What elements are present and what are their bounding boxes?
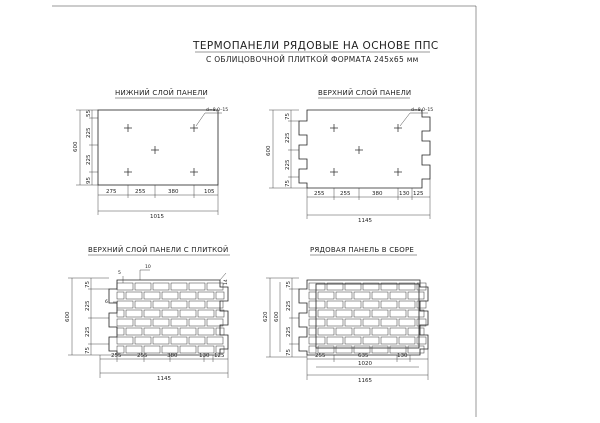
title-line-1: ТЕРМОПАНЕЛИ РЯДОВЫЕ НА ОСНОВЕ ППС [193,40,439,52]
dim-vertical-1: 55 [86,110,92,117]
brick-tile [309,319,325,326]
brick-tile [372,328,388,335]
brick-tile [153,337,169,344]
dim-vertical-total: 600 [73,141,79,152]
brick-tile [381,337,397,344]
dim-vertical-3: 225 [85,326,91,337]
brick-tile [381,301,397,308]
panel-top-with-tile [65,245,230,382]
brick-tile [117,319,133,326]
brick-tile [327,319,343,326]
dim-horizontal-1: 255 [314,191,325,197]
brick-tile [171,283,187,290]
brick-tile [408,328,424,335]
dim-inner-total: 1020 [358,361,372,367]
brick-tile [117,292,124,299]
brick-tile [309,328,316,335]
brick-tile [162,328,178,335]
brick-tile [354,346,370,353]
brick-tile [144,292,160,299]
brick-tile [126,310,142,317]
brick-tile [336,310,352,317]
dim-vertical-total: 600 [266,145,272,156]
brick-tile [126,328,142,335]
dim-total: 1145 [358,218,372,224]
dim-horizontal-5: 125 [413,191,424,197]
dim-horizontal-2: 255 [137,353,148,359]
callout-1: 10 [145,265,151,270]
brick-tile [144,328,160,335]
dim-vertical-4: 75 [85,347,91,354]
brick-tile-grid [309,283,426,353]
brick-tile [390,328,406,335]
panel-heading: РЯДОВАЯ ПАНЕЛЬ В СБОРЕ [310,246,415,254]
brick-tile [153,283,169,290]
brick-tile [327,301,343,308]
dim-vertical-4: 95 [86,177,92,184]
panel-assembled [263,246,428,384]
brick-tile [345,301,361,308]
brick-tile [162,292,178,299]
brick-tile [345,319,361,326]
anchor-point-marks [124,124,198,176]
brick-tile [171,337,187,344]
brick-tile [162,346,178,353]
brick-tile [318,346,334,353]
brick-tile [162,310,178,317]
dim-vertical-2: 225 [286,300,292,311]
dim-horizontal-3: 380 [168,189,179,195]
dim-horizontal-5: 125 [214,353,225,359]
dim-horizontal-4: 130 [199,353,210,359]
brick-tile [336,346,352,353]
brick-tile [309,346,316,353]
dim-horizontal-3: 130 [397,353,408,359]
title-line-2: С ОБЛИЦОВОЧНОЙ ПЛИТКОЙ ФОРМАТА 245х65 мм [206,55,419,64]
dim-horizontal-3: 380 [167,353,178,359]
panel-heading: ВЕРХНИЙ СЛОЙ ПАНЕЛИ [318,89,412,97]
brick-tile [309,292,316,299]
brick-tile [372,310,388,317]
dim-vertical-3: 225 [286,326,292,337]
brick-tile [189,301,205,308]
dim-vertical-2: 225 [86,127,92,138]
panel-top-layer [266,88,433,224]
dim-vertical-1: 75 [286,281,292,288]
dim-horizontal-1: 255 [111,353,122,359]
dim-vertical-total-inner: 600 [274,311,280,322]
brick-tile [198,346,214,353]
brick-tile [117,283,133,290]
dim-total: 1145 [157,376,171,382]
dim-horizontal-2: 255 [135,189,146,195]
brick-tile [318,292,334,299]
dim-horizontal-2: 635 [358,353,369,359]
brick-tile [198,328,214,335]
dim-horizontal-3: 380 [372,191,383,197]
brick-tile [399,301,415,308]
brick-tile [117,328,124,335]
brick-tile [144,310,160,317]
brick-tile [417,337,426,344]
brick-tile [153,301,169,308]
dim-vertical-1: 75 [85,281,91,288]
brick-tile [363,301,379,308]
hole-diameter-note: d=8,0–15 [206,108,229,113]
panel-base-outline [316,284,419,348]
brick-tile-grid [117,283,224,353]
brick-tile [309,301,325,308]
anchor-point-marks [330,124,402,176]
brick-tile [180,328,196,335]
brick-tile [117,346,124,353]
brick-tile [408,346,424,353]
brick-tile [354,328,370,335]
brick-tile [189,283,205,290]
dim-vertical-1: 75 [285,113,291,120]
panel-heading: ВЕРХНИЙ СЛОЙ ПАНЕЛИ С ПЛИТКОЙ [88,246,229,254]
dim-total: 1165 [358,378,372,384]
panel-bottom-layer [73,88,228,220]
panel-heading: НИЖНИЙ СЛОЙ ПАНЕЛИ [115,89,208,97]
brick-tile [126,292,142,299]
brick-tile [135,337,151,344]
brick-tile [135,301,151,308]
brick-tile [390,310,406,317]
brick-tile [180,346,196,353]
dim-vertical-4: 75 [285,180,291,187]
brick-tile [390,292,406,299]
brick-tile [354,310,370,317]
brick-tile [318,328,334,335]
dim-vertical-total-outer: 620 [263,311,269,322]
dim-vertical-3: 225 [285,159,291,170]
brick-tile [381,319,397,326]
brick-tile [417,301,426,308]
brick-tile [153,319,169,326]
dim-horizontal-1: 255 [315,353,326,359]
brick-tile [336,292,352,299]
panel-outline [98,110,218,185]
hole-diameter-note: d=8,0–15 [411,108,434,113]
dim-vertical-total: 600 [65,311,71,322]
brick-tile [135,319,151,326]
brick-tile [318,310,334,317]
brick-tile [171,301,187,308]
dim-horizontal-2: 255 [340,191,351,197]
brick-tile [408,292,424,299]
brick-tile [117,310,124,317]
brick-tile [144,346,160,353]
brick-tile [189,337,205,344]
brick-tile [399,337,415,344]
brick-tile [189,319,205,326]
brick-tile [216,292,224,299]
callout-3: 6 [105,300,108,305]
brick-tile [207,301,223,308]
brick-tile [372,346,388,353]
dim-horizontal-4: 105 [204,189,215,195]
brick-tile [309,337,325,344]
dim-vertical-2: 225 [85,300,91,311]
dim-vertical-3: 225 [86,154,92,165]
brick-tile [135,283,151,290]
brick-tile [327,337,343,344]
brick-tile [363,319,379,326]
dim-horizontal-1: 275 [106,189,117,195]
brick-tile [117,301,133,308]
dim-horizontal-4: 130 [399,191,410,197]
dim-total: 1015 [150,214,164,220]
brick-tile [117,337,133,344]
brick-tile [354,292,370,299]
brick-tile [198,292,214,299]
brick-tile [207,283,223,290]
callout-2: 5 [118,271,121,276]
brick-tile [345,337,361,344]
dim-vertical-4: 75 [286,349,292,356]
brick-tile [372,292,388,299]
panel-outline [299,110,430,188]
brick-tile [309,310,316,317]
brick-tile [198,310,214,317]
brick-tile [180,310,196,317]
brick-tile [207,337,223,344]
callout-4: 14 [224,279,229,285]
brick-tile [171,319,187,326]
brick-tile [126,346,142,353]
brick-tile [336,328,352,335]
brick-tile [399,319,415,326]
brick-tile [180,292,196,299]
brick-tile [390,346,406,353]
brick-tile [363,337,379,344]
dim-vertical-2: 225 [285,132,291,143]
